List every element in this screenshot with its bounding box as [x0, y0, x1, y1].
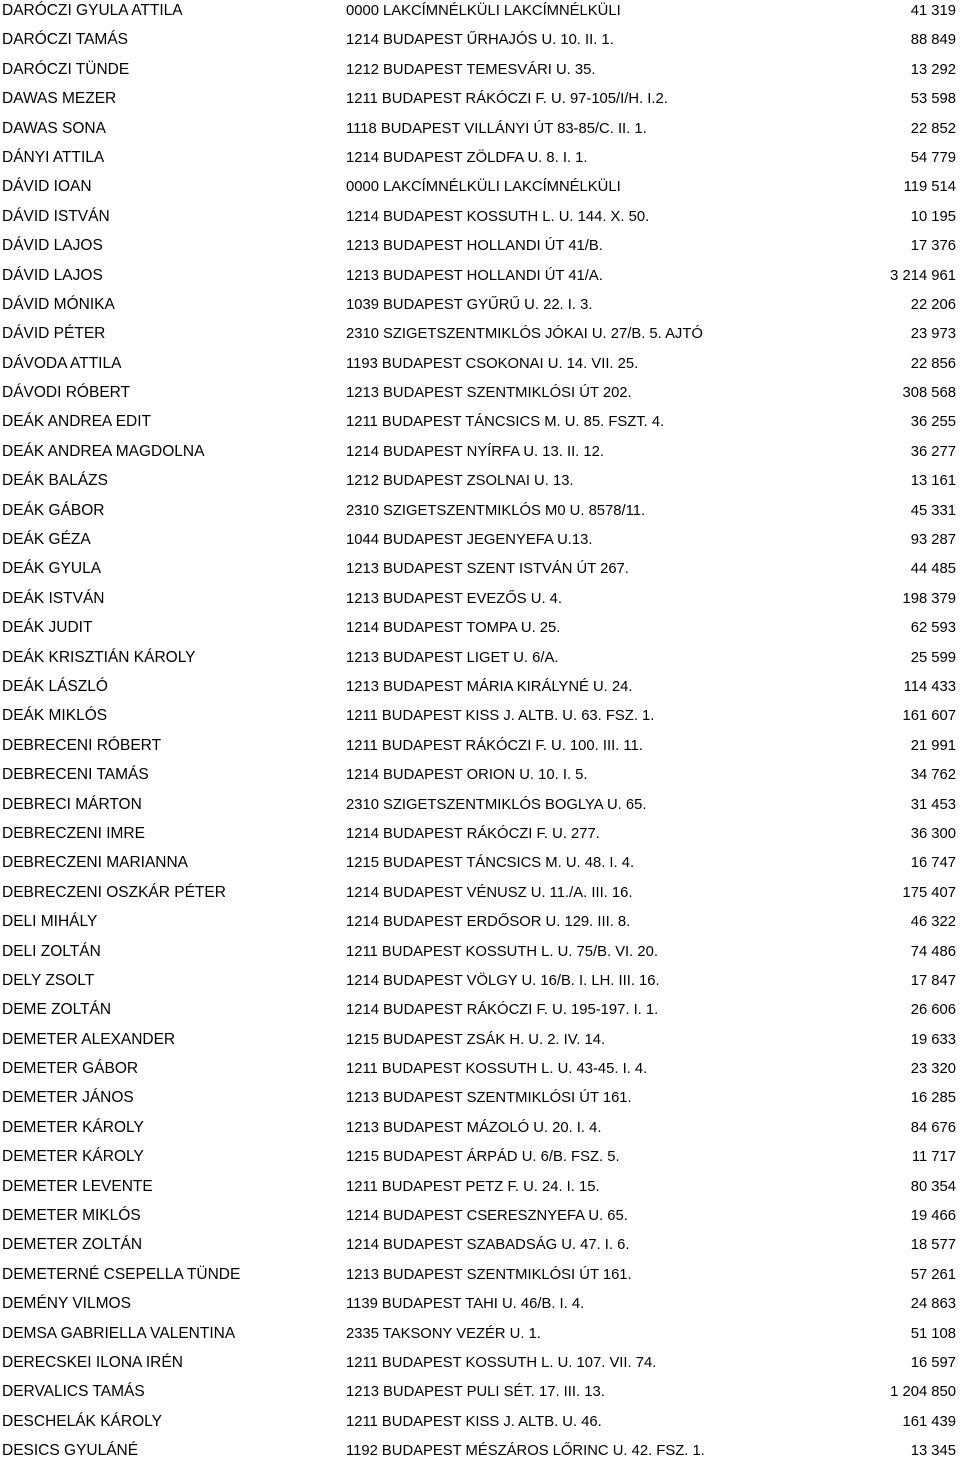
table-row [0, 118, 960, 147]
amount: 16 597 [910, 1354, 956, 1371]
table-row [0, 1293, 960, 1322]
table-row [0, 794, 960, 823]
amount: 88 849 [910, 32, 956, 49]
address: 1215 BUDAPEST TÁNCSICS M. U. 48. I. 4. [346, 855, 635, 872]
person-name: DEÁK KRISZTIÁN KÁROLY [2, 648, 196, 666]
address: 1213 BUDAPEST SZENTMIKLÓSI ÚT 202. [346, 385, 632, 402]
address: 1039 BUDAPEST GYŰRŰ U. 22. I. 3. [346, 296, 593, 313]
amount: 31 453 [910, 796, 956, 813]
table-row [0, 29, 960, 58]
person-name: DELI ZOLTÁN [2, 942, 101, 960]
address: 1212 BUDAPEST ZSOLNAI U. 13. [346, 473, 574, 490]
person-name: DEÁK ANDREA MAGDOLNA [2, 442, 205, 460]
address: 1214 BUDAPEST TOMPA U. 25. [346, 620, 561, 637]
address: 1214 BUDAPEST VÖLGY U. 16/B. I. LH. III. 16. [346, 972, 660, 989]
table-row [0, 1411, 960, 1440]
amount: 308 568 [902, 385, 956, 402]
amount: 10 195 [910, 208, 956, 225]
person-name: DELI MIHÁLY [2, 913, 98, 931]
person-name: DEÁK JUDIT [2, 619, 93, 637]
address: 1211 BUDAPEST RÁKÓCZI F. U. 100. III. 11. [346, 737, 643, 754]
amount: 18 577 [910, 1237, 956, 1254]
address: 1214 BUDAPEST CSERESZNYEFA U. 65. [346, 1208, 628, 1225]
table-row [0, 1146, 960, 1175]
table-row [0, 764, 960, 793]
person-name: DEÁK ISTVÁN [2, 589, 105, 607]
person-name: DEMSA GABRIELLA VALENTINA [2, 1324, 236, 1342]
table-row [0, 176, 960, 205]
person-name: DEMETER ZOLTÁN [2, 1236, 143, 1254]
address: 1214 BUDAPEST ZÖLDFA U. 8. I. 1. [346, 149, 588, 166]
amount: 1 204 850 [890, 1384, 956, 1401]
amount: 16 747 [910, 855, 956, 872]
table-row [0, 1087, 960, 1116]
person-name: DESICS GYULÁNÉ [2, 1442, 139, 1460]
address: 1213 BUDAPEST MÁRIA KIRÁLYNÉ U. 24. [346, 678, 633, 695]
person-name: DEBRECZENI OSZKÁR PÉTER [2, 883, 226, 901]
table-row [0, 1264, 960, 1293]
amount: 41 319 [910, 3, 956, 19]
amount: 19 466 [910, 1208, 956, 1225]
table-row [0, 911, 960, 940]
table-row [0, 1234, 960, 1263]
table-row [0, 470, 960, 499]
person-name: DERVALICS TAMÁS [2, 1383, 145, 1401]
amount: 74 486 [910, 943, 956, 960]
person-name: DEBRECI MÁRTON [2, 795, 142, 813]
table-row [0, 1381, 960, 1410]
address: 1044 BUDAPEST JEGENYEFA U.13. [346, 532, 593, 549]
amount: 22 206 [910, 296, 956, 313]
table-row [0, 558, 960, 587]
address: 1213 BUDAPEST HOLLANDI ÚT 41/A. [346, 267, 603, 284]
amount: 161 607 [902, 708, 956, 725]
person-name: DEMETER KÁROLY [2, 1148, 144, 1166]
table-row [0, 147, 960, 176]
person-name: DERECSKEI ILONA IRÉN [2, 1353, 183, 1371]
table-row [0, 823, 960, 852]
table-row [0, 1117, 960, 1146]
person-name: DEÁK GÁBOR [2, 501, 105, 519]
amount: 114 433 [903, 678, 956, 695]
amount: 25 599 [910, 649, 956, 666]
table-row [0, 1205, 960, 1234]
person-name: DÁVID ISTVÁN [2, 207, 110, 225]
address: 1213 BUDAPEST MÁZOLÓ U. 20. I. 4. [346, 1119, 602, 1136]
amount: 57 261 [910, 1266, 956, 1283]
table-row [0, 705, 960, 734]
amount: 24 863 [910, 1296, 956, 1313]
person-name: DEMETER JÁNOS [2, 1089, 134, 1107]
person-name: DEÁK MIKLÓS [2, 707, 108, 725]
amount: 23 320 [910, 1061, 956, 1078]
address: 1211 BUDAPEST PETZ F. U. 24. I. 15. [346, 1178, 600, 1195]
address: 1213 BUDAPEST SZENTMIKLÓSI ÚT 161. [346, 1266, 632, 1283]
amount: 13 161 [910, 473, 956, 490]
amount: 62 593 [910, 620, 956, 637]
address: 1214 BUDAPEST KOSSUTH L. U. 144. X. 50. [346, 208, 650, 225]
person-name: DÁVODA ATTILA [2, 354, 122, 372]
address: 1213 BUDAPEST HOLLANDI ÚT 41/B. [346, 238, 603, 255]
person-name: DAWAS SONA [2, 119, 106, 137]
address: 1211 BUDAPEST TÁNCSICS M. U. 85. FSZT. 4. [346, 414, 665, 431]
amount: 11 717 [911, 1149, 956, 1166]
person-name: DEMETERNÉ CSEPELLA TÜNDE [2, 1265, 241, 1283]
person-name: DEÁK BALÁZS [2, 472, 108, 490]
address: 1213 BUDAPEST SZENTMIKLÓSI ÚT 161. [346, 1090, 632, 1107]
amount: 34 762 [910, 767, 956, 784]
table-row [0, 852, 960, 881]
amount: 161 439 [902, 1413, 956, 1430]
table-row [0, 235, 960, 264]
address: 1192 BUDAPEST MÉSZÁROS LŐRINC U. 42. FSZ. 1. [346, 1443, 705, 1460]
table-row [0, 265, 960, 294]
amount: 17 847 [910, 972, 956, 989]
person-name: DEBRECZENI MARIANNA [2, 854, 189, 872]
table-row [0, 382, 960, 411]
amount: 36 255 [910, 414, 956, 431]
amount: 22 856 [910, 355, 956, 372]
amount: 19 633 [910, 1031, 956, 1048]
address: 1214 BUDAPEST ŰRHAJÓS U. 10. II. 1. [346, 32, 614, 49]
person-name: DEÁK GÉZA [2, 531, 91, 549]
address: 1211 BUDAPEST KOSSUTH L. U. 107. VII. 74. [346, 1354, 657, 1371]
amount: 16 285 [910, 1090, 956, 1107]
address: 1214 BUDAPEST ORION U. 10. I. 5. [346, 767, 588, 784]
person-name: DAWAS MEZER [2, 90, 117, 108]
table-row [0, 1058, 960, 1087]
table-row [0, 0, 960, 29]
person-name: DEME ZOLTÁN [2, 1001, 112, 1019]
address: 1213 BUDAPEST EVEZŐS U. 4. [346, 590, 563, 607]
address: 1139 BUDAPEST TAHI U. 46/B. I. 4. [346, 1296, 585, 1313]
address: 0000 LAKCÍMNÉLKÜLI LAKCÍMNÉLKÜLI [346, 3, 621, 19]
address: 1211 BUDAPEST KISS J. ALTB. U. 46. [346, 1413, 602, 1430]
address: 1214 BUDAPEST RÁKÓCZI F. U. 277. [346, 825, 600, 842]
address: 1214 BUDAPEST ERDŐSOR U. 129. III. 8. [346, 914, 631, 931]
table-row [0, 529, 960, 558]
address: 1211 BUDAPEST KOSSUTH L. U. 75/B. VI. 20. [346, 943, 658, 960]
address: 1214 BUDAPEST RÁKÓCZI F. U. 195-197. I. 1. [346, 1002, 659, 1019]
amount: 84 676 [910, 1119, 956, 1136]
amount: 44 485 [910, 561, 956, 578]
table-row [0, 941, 960, 970]
table-row [0, 206, 960, 235]
table-row [0, 1440, 960, 1469]
address: 1213 BUDAPEST PULI SÉT. 17. III. 13. [346, 1384, 605, 1401]
table-row [0, 88, 960, 117]
person-name: DÁVID IOAN [2, 178, 92, 196]
amount: 198 379 [902, 590, 956, 607]
address: 1211 BUDAPEST RÁKÓCZI F. U. 97-105/I/H. I.2. [346, 91, 668, 108]
table-row [0, 647, 960, 676]
amount: 3 214 961 [890, 267, 956, 284]
address: 1213 BUDAPEST SZENT ISTVÁN ÚT 267. [346, 561, 629, 578]
person-name: DEBRECENI RÓBERT [2, 736, 162, 754]
table-row [0, 1323, 960, 1352]
amount: 22 852 [910, 120, 956, 137]
person-name: DÁVID PÉTER [2, 325, 106, 343]
amount: 46 322 [910, 914, 956, 931]
person-name: DÁNYI ATTILA [2, 148, 105, 166]
amount: 13 292 [910, 61, 956, 78]
person-name: DELY ZSOLT [2, 971, 95, 989]
table-row [0, 1029, 960, 1058]
address: 1193 BUDAPEST CSOKONAI U. 14. VII. 25. [346, 355, 639, 372]
address: 1215 BUDAPEST ÁRPÁD U. 6/B. FSZ. 5. [346, 1149, 620, 1166]
address: 2310 SZIGETSZENTMIKLÓS JÓKAI U. 27/B. 5. AJTÓ [346, 326, 703, 343]
table-row [0, 353, 960, 382]
amount: 17 376 [910, 238, 956, 255]
person-name: DEÁK ANDREA EDIT [2, 413, 152, 431]
person-name: DARÓCZI TAMÁS [2, 31, 129, 49]
person-name: DEMETER GÁBOR [2, 1060, 139, 1078]
table-row [0, 323, 960, 352]
amount: 36 277 [910, 443, 956, 460]
address: 1118 BUDAPEST VILLÁNYI ÚT 83-85/C. II. 1. [346, 120, 647, 137]
address: 1212 BUDAPEST TEMESVÁRI U. 35. [346, 61, 596, 78]
person-name: DARÓCZI TÜNDE [2, 60, 130, 78]
amount: 26 606 [910, 1002, 956, 1019]
person-name: DEÁK LÁSZLÓ [2, 677, 108, 695]
table-row [0, 617, 960, 646]
table-row [0, 999, 960, 1028]
person-name: DEÁK GYULA [2, 560, 102, 578]
person-name: DÁVID LAJOS [2, 237, 103, 255]
person-name: DEMÉNY VILMOS [2, 1295, 131, 1313]
amount: 21 991 [910, 737, 956, 754]
amount: 175 407 [902, 884, 956, 901]
table-row [0, 411, 960, 440]
person-name: DESCHELÁK KÁROLY [2, 1412, 162, 1430]
address: 1211 BUDAPEST KOSSUTH L. U. 43-45. I. 4. [346, 1061, 648, 1078]
table-row [0, 882, 960, 911]
address: 1215 BUDAPEST ZSÁK H. U. 2. IV. 14. [346, 1031, 606, 1048]
person-name: DARÓCZI GYULA ATTILA [2, 2, 183, 19]
amount: 36 300 [910, 825, 956, 842]
person-name: DEMETER MIKLÓS [2, 1207, 141, 1225]
table-row [0, 59, 960, 88]
table-row [0, 588, 960, 617]
person-name: DEBRECENI TAMÁS [2, 766, 149, 784]
amount: 23 973 [910, 326, 956, 343]
address: 1214 BUDAPEST NYÍRFA U. 13. II. 12. [346, 443, 604, 460]
person-name: DÁVODI RÓBERT [2, 384, 131, 402]
address: 2335 TAKSONY VEZÉR U. 1. [346, 1325, 541, 1342]
table-row [0, 500, 960, 529]
address: 1214 BUDAPEST VÉNUSZ U. 11./A. III. 16. [346, 884, 633, 901]
amount: 80 354 [910, 1178, 956, 1195]
table-row [0, 970, 960, 999]
table-row [0, 294, 960, 323]
address: 2310 SZIGETSZENTMIKLÓS BOGLYA U. 65. [346, 796, 647, 813]
amount: 119 514 [903, 179, 956, 196]
amount: 53 598 [910, 91, 956, 108]
amount: 93 287 [910, 532, 956, 549]
address: 0000 LAKCÍMNÉLKÜLI LAKCÍMNÉLKÜLI [346, 179, 621, 196]
person-name: DEBRECZENI IMRE [2, 824, 145, 842]
table-row [0, 735, 960, 764]
address: 1214 BUDAPEST SZABADSÁG U. 47. I. 6. [346, 1237, 630, 1254]
amount: 51 108 [910, 1325, 956, 1342]
address: 1211 BUDAPEST KISS J. ALTB. U. 63. FSZ. 1. [346, 708, 655, 725]
person-name: DÁVID LAJOS [2, 266, 103, 284]
person-name: DEMETER ALEXANDER [2, 1030, 176, 1048]
table-row [0, 676, 960, 705]
amount: 54 779 [910, 149, 956, 166]
table-row [0, 441, 960, 470]
address: 1213 BUDAPEST LIGET U. 6/A. [346, 649, 559, 666]
table-row [0, 1176, 960, 1205]
table-row [0, 1352, 960, 1381]
address: 2310 SZIGETSZENTMIKLÓS M0 U. 8578/11. [346, 502, 646, 519]
person-name: DÁVID MÓNIKA [2, 295, 115, 313]
amount: 13 345 [910, 1443, 956, 1460]
person-name: DEMETER LEVENTE [2, 1177, 153, 1195]
person-name: DEMETER KÁROLY [2, 1118, 144, 1136]
amount: 45 331 [910, 502, 956, 519]
